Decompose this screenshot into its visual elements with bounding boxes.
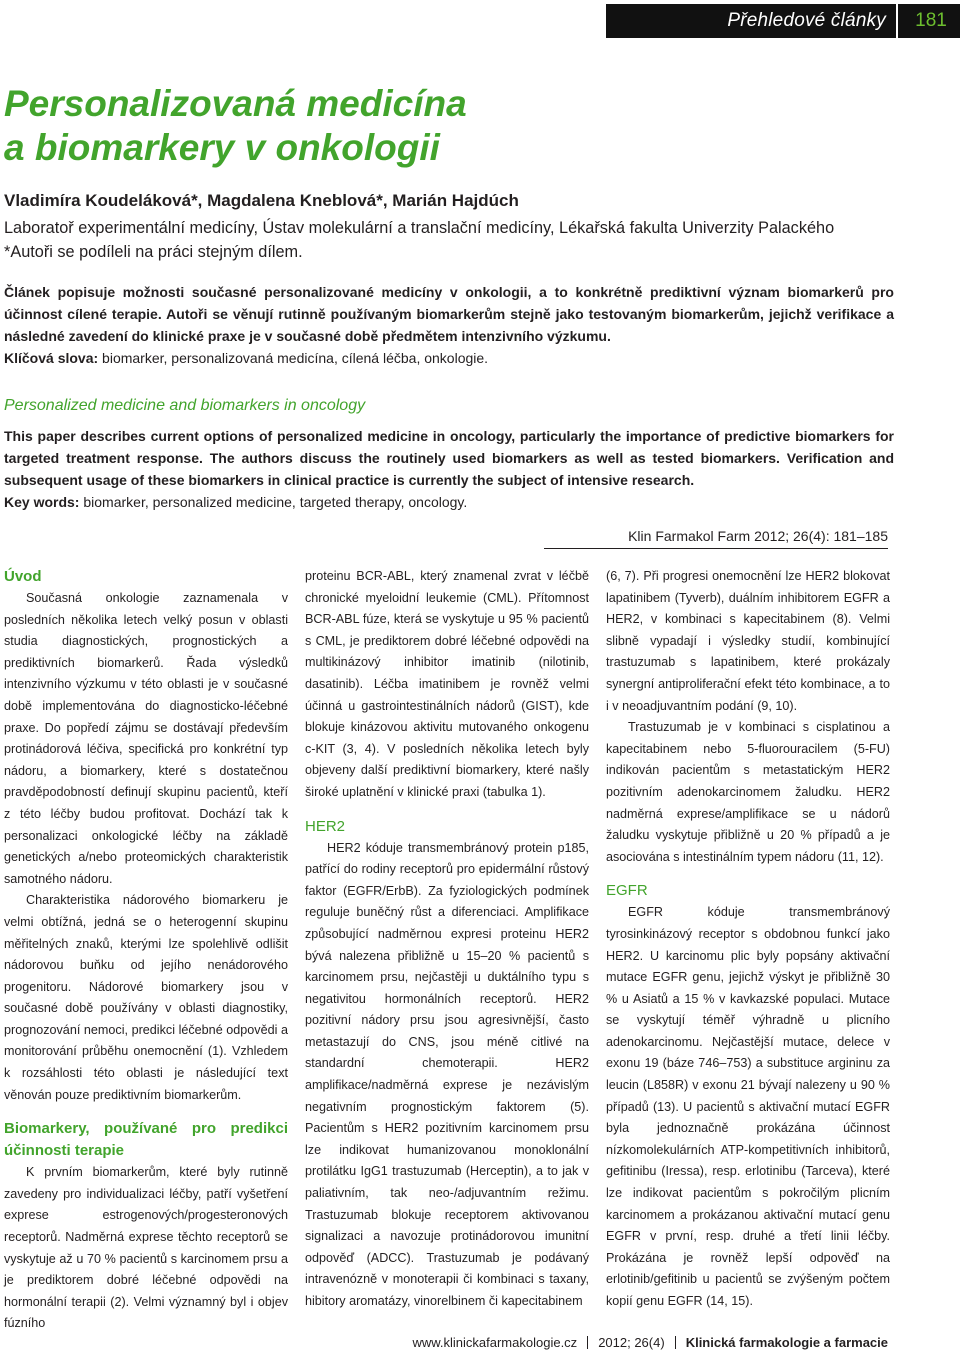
running-header: [606, 4, 960, 38]
page-footer: [412, 1335, 888, 1350]
footer-website-link[interactable]: www.klinickafarmakologie.cz: [412, 1335, 578, 1350]
affiliation-line: Laboratoř experimentální medicíny, Ústav molekulární a translační medicíny, Lékařská fakulta Univerzity Palackého: [4, 219, 835, 237]
page-number: 181: [915, 10, 947, 31]
column-1: [4, 566, 288, 1335]
section-name: Přehledové články: [727, 10, 886, 31]
paragraph: K prvním biomarkerům, které byly rutinně zavedeny pro individualizaci léčby, patří vyšetření exprese estrogenových/progesteronových receptorů. Nadměrná exprese těchto receptorů se vyskytuje až u 70 % pacientů s karcinomem prsu a je prediktorem dobré léčebné odpovědi na hormonální terapii (2). Velmi významný byl i objev fúzního: [4, 1165, 288, 1331]
citation: Klin Farmakol Farm 2012; 26(4): 181–185: [628, 528, 888, 544]
heading-uvod: Úvod: [4, 568, 42, 585]
column-2: [305, 566, 589, 1313]
keywords-en: Key words: biomarker, personalized medicine, targeted therapy, oncology.: [4, 494, 468, 510]
heading-biomarkery: Biomarkery, používané pro predikci účinnosti terapie: [4, 1120, 288, 1160]
title-line-1: Personalizovaná medicína: [4, 83, 467, 124]
english-title: Personalized medicine and biomarkers in oncology: [4, 397, 366, 414]
header-divider: [896, 4, 898, 38]
affiliation: [4, 216, 954, 264]
keywords-cz: Klíčová slova: biomarker, personalizovaná medicína, cílená léčba, onkologie.: [4, 350, 489, 366]
abstract-english: [4, 425, 894, 513]
paragraph: HER2 kóduje transmembránový protein p185, patřící do rodiny receptorů pro epidermální růstový faktor (EGFR/ErbB). Za fyziologických podmínek reguluje buněčný růst a diferenciaci. Amplifikace způsobující nadměrnou expresi proteinu HER2 bývá nalezena přibližně u 15–20 % pacientů s karcinomem prsu, nejčastěji u duktálního typu s negativitou hormonálních receptorů. HER2 pozitivní nádory prsu jsou agresivnější, často metastazují do CNS, jsou méně citlivé na standardní chemoterapii. HER2 amplifikace/nadměrná exprese je nezávislým negativním prognostickým faktorem (5). Pacientům s HER2 pozitivním karcinomem prsu lze indikovat humanizovanou monoklonální protilátku IgG1 trastuzumab (Herceptin), a to jak v paliativním, tak neo-/adjuvantním režimu. Trastuzumab blokuje receptorem aktivovanou signalizaci a navozuje protinádorovou imunitní odpověď (ADCC). Trastuzumab je podávaný intravenózně v monoterapii či kombinaci s taxany, hibitory aromatázy, vinorelbinem či kapecitabinem: [305, 840, 589, 1308]
paragraph: EGFR kóduje transmembránový tyrosinkinázový receptor s obdobnou funkcí jako HER2. U karcinomu plic byly popsány aktivační mutace EGFR genu, jejichž výskyt je přibližně 30 % u Asiatů a 15 % v kavkazské populaci. Mutace se vyskytují téměř výhradně u plicního adenokarcinomu. Nejčastější mutace, delece v exonu 19 (báze 746–753) a substituce argininu za leucin (L858R) v exonu 21 bývají nalezeny u 90 % případů (13). U pacientů s aktivační mutací EGFR byla jednoznačně prokázána účinnost nízkomolekulárních ATP-kompetitivních inhibitorů, gefitinibu (Iressa), resp. erlotinibu (Tarceva), které lze indikovat pacientům s pokročilým plicním karcinomem a prokázanou aktivační mutací genu EGFR v první, resp. druhé a třetí linii léčby. Prokázána je rovněž lepší odpověď na erlotinib/gefitinib u pacientů se zvýšeným počtem kopií genu EGFR (14, 15).: [606, 905, 890, 1308]
abstract-czech: [4, 281, 894, 369]
article-title: [4, 82, 904, 170]
paragraph: (6, 7). Při progresi onemocnění lze HER2 blokovat lapatinibem (Tyverb), duálním inhibitorem EGFR a HER2, v kombinaci s kapecitabinem (8). Velmi slibně vypadají i výsledky studií, kombinující trastuzumab s lapatinibem, které prokázaly synergní antiproliferační efekt této kombinace, a to i v neoadjuvantním podání (9, 10).: [606, 569, 890, 713]
paragraph: Současná onkologie zaznamenala v posledních několika letech velký posun v oblasti studia diagnostických, prognostických a prediktivních biomarkerů. Řada výsledků intenzivního výzkumu v této oblasti je v současné době implementována do diagnosticko-léčebné praxe. Do popředí zájmu se dostávají především protinádorová léčiva, specifická pro konkrétní typ nádoru, a biomarkery, které s dostatečnou pravděpodobností definují skupinu pacientů, kteří z této léčby budou profitovat. Dochází tak k personalizaci onkologické léčby na základě genetických a/nebo proteomických charakteristik samotného nádoru.: [4, 591, 288, 886]
paragraph: proteinu BCR-ABL, který znamenal zvrat v léčbě chronické myeloidní leukemie (CML). Přítomnost BCR-ABL fúze, která se vyskytuje u 95 % pacientů s CML, je prediktorem dobré léčebné odpovědi na multikinázový inhibitor imatinib (nilotinib, dasatinib). Léčba imatinibem je rovněž velmi účinná u gastrointestinálních nádorů (GIST), kde blokuje kinázovou aktivitu mutovaného onkogenu c-KIT (3, 4). V posledních několika letech byly objeveny další prediktivní biomarkery, které našly široké uplatnění v klinické praxi (tabulka 1).: [305, 569, 589, 799]
footer-journal: Klinická farmakologie a farmacie: [685, 1335, 888, 1350]
heading-egfr: EGFR: [606, 882, 648, 900]
column-3: [606, 566, 890, 1313]
equal-contribution-note: *Autoři se podíleli na práci stejným dílem.: [4, 243, 303, 261]
abstract-cz-text: Článek popisuje možnosti současné personalizované medicíny v onkologii, a to konkrétně prediktivní význam biomarkerů pro účinnost cílené terapie. Autoři se věnují rutinně používaným biomarkerům stejně jako testovaným biomarkerům, jejichž verifikace a následné zavedení do klinické praxe je v současné době předmětem intenzivního výzkumu.: [4, 284, 894, 344]
citation-rule: [544, 548, 888, 549]
title-line-2: a biomarkery v onkologii: [4, 127, 440, 168]
paragraph: Trastuzumab je v kombinaci s cisplatinou a kapecitabinem nebo 5-fluorouracilem (5-FU) indikován pacientům s metastatickým HER2 pozitivním adenokarcinomem žaludku. HER2 nadměrná exprese/amplifikace se u nádorů žaludku vyskytuje přibližně u 20 % případů a je asociována s intestinálním typem nádoru (11, 12).: [606, 720, 890, 864]
abstract-en-text: This paper describes current options of personalized medicine in oncology, particularly the importance of predictive biomarkers for targeted treatment response. The authors discuss the routinely used biomarkers as well as tested biomarkers. Verification and subsequent usage of these biomarkers in clinical practice is currently the subject of intensive research.: [4, 428, 895, 488]
heading-her2: HER2: [305, 817, 346, 835]
paragraph: Charakteristika nádorového biomarkeru je velmi obtížná, jedná se o heterogenní skupinu měřitelných znaků, kterými lze spolehlivě odlišit nádorovou buňku od jejího nenádorového progenitoru. Nádorové biomarkery jsou v současné době používány v oblasti diagnostiky, prognozování nemoci, predikci léčebné odpovědi a monitorování průběhu onemocnění (1). Vzhledem k rozsáhlosti této oblasti je následující text věnován pouze prediktivním biomarkerům.: [4, 893, 288, 1102]
footer-issue: 2012; 26(4): [598, 1335, 665, 1350]
authors: Vladimíra Koudeláková*, Magdalena Kneblová*, Marián Hajdúch: [4, 191, 519, 210]
